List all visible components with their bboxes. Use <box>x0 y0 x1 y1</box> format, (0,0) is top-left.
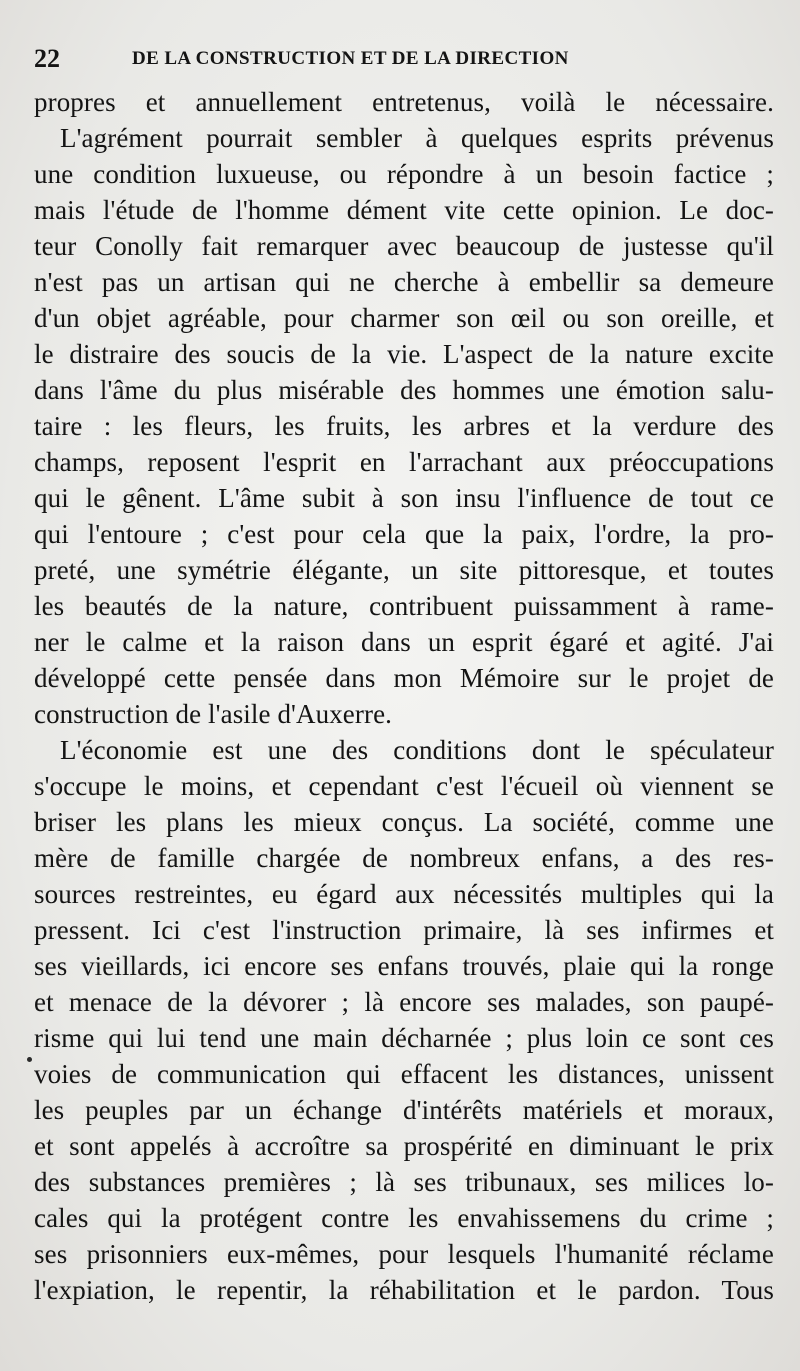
page-number: 22 <box>34 44 60 73</box>
text-line: qui l'entoure ; c'est pour cela que la paix, l'ordre, la pro- <box>34 519 774 549</box>
text-line: teur Conolly fait remarquer avec beaucoup de justesse qu'il <box>34 231 774 261</box>
text-line: qui le gênent. L'âme subit à son insu l'influence de tout ce <box>34 483 774 513</box>
text-line: taire : les fleurs, les fruits, les arbres et la verdure des <box>34 411 774 441</box>
text-line: mère de famille chargée de nombreux enfans, a des res- <box>34 843 774 873</box>
text-line: mais l'étude de l'homme dément vite cette opinion. Le doc- <box>34 195 774 225</box>
margin-mark <box>27 1057 32 1062</box>
text-line: construction de l'asile d'Auxerre. <box>34 699 393 729</box>
text-line: L'économie est une des conditions dont le spéculateur <box>60 735 774 765</box>
text-line: le distraire des soucis de la vie. L'aspect de la nature excite <box>34 339 774 369</box>
text-line: et sont appelés à accroître sa prospérité en diminuant le prix <box>34 1131 774 1161</box>
text-line: ner le calme et la raison dans un esprit égaré et agité. J'ai <box>34 627 774 657</box>
running-title: DE LA CONSTRUCTION ET DE LA DIRECTION <box>132 48 569 69</box>
text-line: L'agrément pourrait sembler à quelques esprits prévenus <box>60 123 774 153</box>
text-line: développé cette pensée dans mon Mémoire sur le projet de <box>34 663 774 693</box>
text-line: dans l'âme du plus misérable des hommes une émotion salu- <box>34 375 774 405</box>
text-line: champs, reposent l'esprit en l'arrachant aux préoccupations <box>34 447 774 477</box>
text-line: et menace de la dévorer ; là encore ses malades, son paupé- <box>34 987 774 1017</box>
text-line: ses prisonniers eux-mêmes, pour lesquels l'humanité réclame <box>34 1239 774 1269</box>
text-line: preté, une symétrie élégante, un site pittoresque, et toutes <box>34 555 774 585</box>
text-line: voies de communication qui effacent les distances, unissent <box>34 1059 774 1089</box>
text-line: n'est pas un artisan qui ne cherche à embellir sa demeure <box>34 267 774 297</box>
text-line: briser les plans les mieux conçus. La société, comme une <box>34 807 774 837</box>
text-line: pressent. Ici c'est l'instruction primaire, là ses infirmes et <box>34 915 774 945</box>
text-line: sources restreintes, eu égard aux nécessités multiples qui la <box>34 879 774 909</box>
text-line: les peuples par un échange d'intérêts matériels et moraux, <box>34 1095 774 1125</box>
text-line: des substances premières ; là ses tribunaux, ses milices lo- <box>34 1167 774 1197</box>
text-line: s'occupe le moins, et cependant c'est l'écueil où viennent se <box>34 771 774 801</box>
text-line: ses vieillards, ici encore ses enfans trouvés, plaie qui la ronge <box>34 951 774 981</box>
text-line: les beautés de la nature, contribuent puissamment à rame- <box>34 591 774 621</box>
text-line: l'expiation, le repentir, la réhabilitation et le pardon. Tous <box>34 1275 774 1305</box>
text-line: une condition luxueuse, ou répondre à un besoin factice ; <box>34 159 774 189</box>
body-text <box>34 84 774 1308</box>
text-line: propres et annuellement entretenus, voilà le nécessaire. <box>34 87 774 117</box>
text-line: risme qui lui tend une main décharnée ; plus loin ce sont ces <box>34 1023 774 1053</box>
page-header <box>34 44 774 74</box>
text-line: cales qui la protégent contre les envahissemens du crime ; <box>34 1203 774 1233</box>
text-line: d'un objet agréable, pour charmer son œil ou son oreille, et <box>34 303 774 333</box>
